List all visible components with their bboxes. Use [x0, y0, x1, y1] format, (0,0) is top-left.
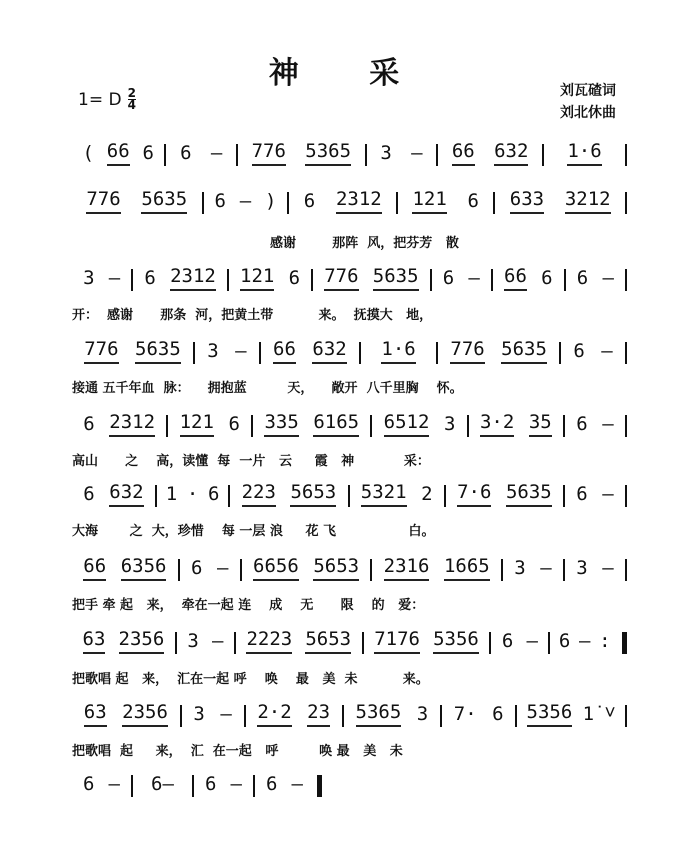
measure [229, 265, 311, 291]
key-signature [78, 88, 136, 111]
note-group: 66 [452, 140, 475, 166]
measure [364, 628, 490, 654]
note-group: 7176 [374, 628, 420, 654]
notation-row [72, 481, 627, 507]
barline [625, 269, 627, 291]
measure [398, 188, 493, 214]
notation-row [72, 555, 627, 581]
note-group: 6 [266, 773, 278, 795]
note-group: 6 [576, 413, 588, 435]
note-group: 63 [83, 628, 106, 654]
note-group: 6 [180, 142, 192, 164]
note-group: : [599, 630, 611, 652]
barline [625, 485, 627, 507]
measure [177, 630, 234, 654]
lyrics-line: 接通 五千年血 脉： 拥抱蓝 天， 敞开 八千里胸 怀。 [72, 381, 463, 396]
notation-row [72, 338, 627, 364]
note-group: – [602, 483, 614, 505]
final-barline [317, 775, 322, 797]
measure [372, 411, 466, 437]
barline [625, 559, 627, 581]
measure [367, 142, 437, 166]
measure [166, 142, 236, 166]
measure [566, 267, 625, 291]
note-group: 2316 [384, 555, 430, 581]
measure [432, 267, 491, 291]
note-group: 776 [84, 338, 118, 364]
note-group: – [210, 142, 223, 164]
note-group: 6 [288, 267, 301, 289]
note-group: 6356 [121, 555, 167, 581]
note-group: 5356 [433, 628, 479, 654]
note-group: 6512 [384, 411, 430, 437]
note-group: 1 [165, 483, 178, 505]
note-group: 2356 [122, 701, 168, 727]
notation-row [72, 773, 322, 797]
note-group: – [526, 630, 538, 652]
note-group: 5635 [506, 481, 552, 507]
measure [253, 411, 370, 437]
note-group: 5356 [527, 701, 573, 727]
note-group: 66 [107, 140, 130, 166]
measure [242, 555, 371, 581]
lyrics-line: 感谢 那阵 风，把芬芳 散 [270, 236, 459, 251]
note-group: 1̇ [582, 703, 595, 725]
measure [168, 411, 251, 437]
note-group: 6165 [313, 411, 359, 437]
note-group: 6 [558, 630, 571, 652]
note-group: 633 [510, 188, 544, 214]
note-group: 5365 [305, 140, 351, 166]
note-group: 1·6 [381, 338, 415, 364]
lyrics-line: 高山 之 高，读懂 每 一片 云 霞 神 采： [72, 454, 430, 469]
measure [255, 773, 314, 797]
note-group: 6 [541, 267, 553, 289]
song-title: 神 采 [268, 56, 430, 91]
note-group: 3 [83, 267, 95, 289]
measure [72, 481, 155, 507]
measure [72, 188, 202, 214]
barline [625, 705, 627, 727]
note-group: – [579, 630, 591, 652]
measure [495, 188, 625, 214]
note-group: – [411, 142, 423, 164]
note-group: – [602, 557, 614, 579]
note-group: 2223 [246, 628, 292, 654]
note-group: 3 [576, 557, 588, 579]
lyricist-credit: 刘瓦碴词 [560, 83, 616, 99]
measure [133, 265, 227, 291]
measure [157, 483, 228, 507]
note-group: 7·6 [457, 481, 491, 507]
measure [72, 140, 164, 166]
note-group: 3 [380, 142, 392, 164]
note-group: 776 [324, 265, 358, 291]
note-group: 223 [242, 481, 276, 507]
note-group: 3 [416, 703, 429, 725]
notation-row [72, 411, 627, 437]
note-group: 6 [83, 483, 95, 505]
measure [72, 701, 180, 727]
measure [493, 265, 564, 291]
note-group: 6 [83, 773, 95, 795]
note-group: 3 [514, 557, 526, 579]
measure [469, 411, 563, 437]
note-group: 6656 [253, 555, 299, 581]
note-group: 2356 [119, 628, 165, 654]
note-group: 3212 [565, 188, 611, 214]
note-group: 66 [273, 338, 296, 364]
measure [565, 413, 625, 437]
barline [625, 342, 627, 364]
note-group: 5653 [290, 481, 336, 507]
note-group: 2312 [170, 265, 216, 291]
measure [72, 773, 131, 797]
barline [625, 192, 627, 214]
measure [565, 483, 625, 507]
note-group: – [540, 557, 552, 579]
measure [204, 190, 288, 214]
note-group: – [108, 773, 120, 795]
note-group: – [601, 340, 613, 362]
note-group: 63 [84, 701, 107, 727]
note-group: 3 [187, 630, 199, 652]
note-group: 335 [264, 411, 298, 437]
note-group: – [217, 557, 229, 579]
note-group: 632 [312, 338, 346, 364]
measure [72, 338, 193, 364]
note-group: 6 [228, 413, 240, 435]
note-group: 7· [453, 703, 477, 725]
measure [180, 557, 240, 581]
note-group: · [186, 483, 199, 505]
note-group: 5635 [141, 188, 187, 214]
note-group: 5365 [356, 701, 402, 727]
lyrics-line: 把手 牵 起 来， 牵在一起 连 成 无 限 的 爱： [72, 598, 425, 613]
note-group: 6 [442, 267, 455, 289]
note-group: 2312 [336, 188, 382, 214]
measure [230, 481, 347, 507]
note-group: – [602, 413, 614, 435]
composer-credit: 刘北休曲 [560, 105, 616, 121]
measure [194, 773, 253, 797]
note-group: 5653 [313, 555, 359, 581]
measure [72, 267, 131, 291]
note-group: 2·2 [257, 701, 291, 727]
note-group: 632 [494, 140, 528, 166]
note-group: 3 [207, 340, 219, 362]
note-group: 776 [450, 338, 484, 364]
measure [491, 630, 548, 654]
note-group: 6 [144, 267, 156, 289]
note-group: – [239, 190, 252, 212]
note-group: 6 [214, 190, 226, 212]
note-group: 3 [193, 703, 205, 725]
note-group: 5635 [373, 265, 419, 291]
measure [372, 555, 501, 581]
note-group: – [291, 773, 303, 795]
measure [517, 701, 625, 727]
measure [446, 481, 563, 507]
note-group: ˅ [604, 702, 616, 724]
notation-row [72, 628, 627, 654]
note-group: 6 [573, 340, 585, 362]
note-group: 3·2 [480, 411, 514, 437]
measure [246, 701, 342, 727]
note-group: 3 [443, 413, 456, 435]
final-barline [622, 632, 627, 654]
measure [313, 265, 430, 291]
time-signature: $\frac{2}{4}$ [127, 86, 136, 112]
note-group: 5635 [501, 338, 547, 364]
measure [72, 555, 178, 581]
note-group: – [468, 267, 480, 289]
note-group: 6 [142, 142, 154, 164]
measure [72, 628, 175, 654]
note-group: 776 [86, 188, 120, 214]
measure [438, 140, 542, 166]
note-group: 6 [492, 703, 504, 725]
note-group: 1665 [444, 555, 490, 581]
measure [289, 188, 396, 214]
notation-row [72, 265, 627, 291]
measure [238, 140, 365, 166]
measure [544, 140, 625, 166]
measure [261, 338, 359, 364]
note-group: 632 [109, 481, 143, 507]
note-group: 6– [151, 773, 174, 795]
measure [195, 340, 259, 364]
measure [550, 630, 619, 654]
note-group: 66 [504, 265, 527, 291]
note-group: 5653 [305, 628, 351, 654]
note-group: 6 [205, 773, 217, 795]
measure [133, 773, 192, 797]
note-group: – [235, 340, 247, 362]
note-group: 6 [467, 190, 479, 212]
measure [503, 557, 563, 581]
note-group: – [211, 630, 224, 652]
note-group: 5635 [135, 338, 181, 364]
note-group: 1·6 [567, 140, 601, 166]
note-group: – [602, 267, 614, 289]
note-group: ( [82, 142, 94, 164]
measure [442, 703, 515, 727]
note-group: 6 [303, 190, 316, 212]
note-group: 6 [576, 267, 589, 289]
note-group: 6 [576, 483, 588, 505]
lyrics-line: 开： 感谢 那条 河，把黄土带 来。 抚摸大 地， [72, 308, 433, 323]
measure [565, 557, 625, 581]
measure [350, 481, 444, 507]
note-group: 121 [180, 411, 214, 437]
lyrics-line: 把歌唱 起 来， 汇 在一起 呼 唤 最 美 未 [72, 744, 403, 759]
notation-row [72, 140, 627, 166]
note-group: – [108, 267, 121, 289]
measure [361, 338, 436, 364]
lyrics-line: 大海 之 大，珍惜 每 一层 浪 花 飞 白。 [72, 524, 435, 539]
note-group: 2 [421, 483, 433, 505]
lyrics-line: 把歌唱 起 来， 汇在一起 呼 唤 最 美 未 来。 [72, 672, 429, 687]
note-group: 776 [252, 140, 286, 166]
measure [182, 703, 244, 727]
note-group: ) [265, 190, 277, 212]
measure [72, 411, 166, 437]
measure [236, 628, 362, 654]
note-group: 6 [83, 413, 95, 435]
note-group: – [220, 703, 232, 725]
barline [625, 415, 627, 437]
note-group: 121 [240, 265, 274, 291]
key-label: 1= D [78, 89, 122, 110]
note-group: 6 [208, 483, 220, 505]
notation-row [72, 701, 627, 727]
measure [438, 338, 559, 364]
note-group: 23 [307, 701, 330, 727]
measure [561, 340, 625, 364]
note-group: 5321 [361, 481, 407, 507]
note-group: 66 [83, 555, 106, 581]
note-group: 2312 [109, 411, 155, 437]
note-group: 121 [412, 188, 446, 214]
note-group: – [230, 773, 242, 795]
note-group: 6 [191, 557, 203, 579]
notation-row [72, 188, 627, 214]
measure [344, 701, 440, 727]
note-group: 6 [501, 630, 514, 652]
note-group: 35 [529, 411, 552, 437]
barline [625, 144, 627, 166]
